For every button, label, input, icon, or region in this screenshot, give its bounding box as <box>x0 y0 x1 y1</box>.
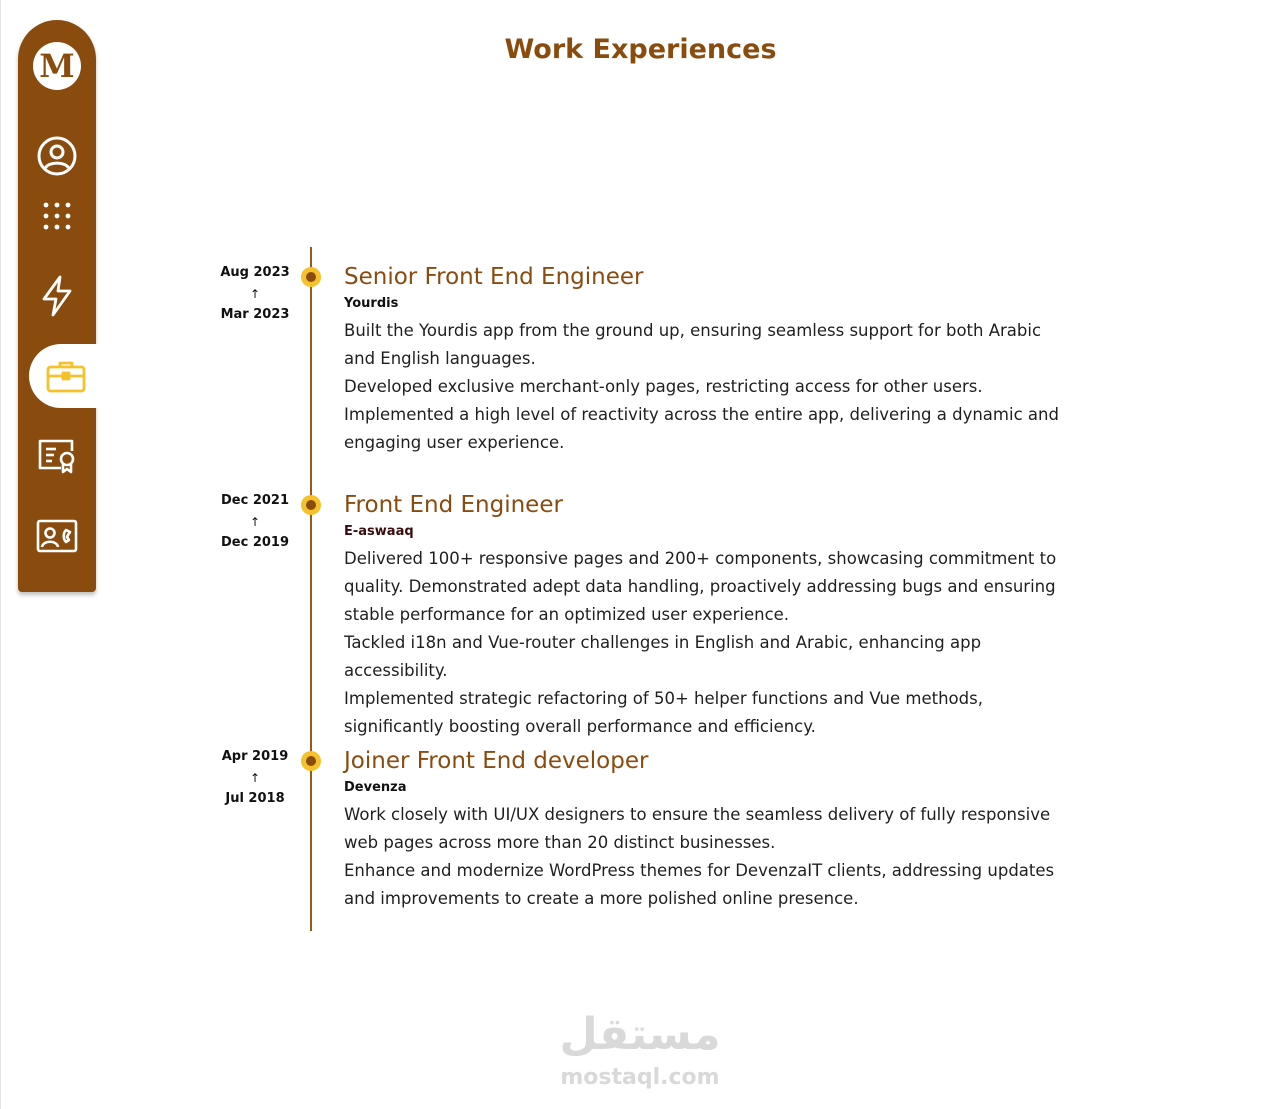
description-line: Work closely with UI/UX designers to ensure the seamless delivery of fully responsive web pages across more than 20 distinct businesses. <box>344 805 1051 852</box>
briefcase-icon <box>46 359 86 393</box>
job-description <box>344 317 1074 457</box>
job-description <box>344 801 1074 913</box>
date-range <box>208 747 302 809</box>
date-end: Aug 2023 <box>220 265 290 280</box>
logo-letter: M <box>39 47 75 85</box>
date-start: Dec 2019 <box>220 535 290 550</box>
job-description <box>344 545 1074 741</box>
page-title: Work Experiences <box>504 34 777 65</box>
experience-entry <box>344 489 1074 741</box>
date-start: Jul 2018 <box>225 791 285 806</box>
date-end: Dec 2021 <box>220 493 290 508</box>
arrow-up-icon: ↑ <box>249 515 261 529</box>
experience-entry <box>344 745 1074 913</box>
description-line: Developed exclusive merchant-only pages, restricting access for other users. <box>344 377 983 396</box>
timeline-dot <box>301 751 321 771</box>
company-name: Yourdis <box>344 296 399 311</box>
job-title: Senior Front End Engineer <box>344 264 644 290</box>
sidebar-item-contact[interactable] <box>18 504 96 568</box>
sidebar-item-certificates[interactable] <box>18 424 96 488</box>
description-line: Enhance and modernize WordPress themes for DevenzaIT clients, addressing updates and improvements to create a more polished online presence. <box>344 861 1055 908</box>
lightning-icon <box>41 275 73 317</box>
job-title: Front End Engineer <box>344 492 563 518</box>
watermark <box>520 1005 760 1091</box>
description-line: Tackled i18n and Vue-router challenges in English and Arabic, enhancing app accessibility. <box>344 633 982 680</box>
arrow-up-icon: ↑ <box>249 771 261 785</box>
timeline-line <box>310 247 312 931</box>
sidebar-item-experience[interactable] <box>29 344 115 408</box>
description-line: Implemented a high level of reactivity across the entire app, delivering a dynamic and engaging user experience. <box>344 405 1059 452</box>
experience-entry <box>344 261 1074 457</box>
description-line: Delivered 100+ responsive pages and 200+ components, showcasing commitment to quality. Demonstrated adept data handling, proactively addressing bugs and ensuring stable performance for an optimized user experience. <box>344 549 1057 624</box>
date-end: Apr 2019 <box>221 749 289 764</box>
sidebar-item-skills[interactable] <box>18 184 96 248</box>
page-edge <box>0 0 1 1109</box>
company-name: E-aswaaq <box>344 524 414 539</box>
watermark-latin: mostaql.com <box>560 1065 720 1090</box>
arrow-up-icon: ↑ <box>249 287 261 301</box>
description-line: Implemented strategic refactoring of 50+ helper functions and Vue methods, significantly boosting overall performance and efficiency. <box>344 689 983 736</box>
description-line: Built the Yourdis app from the ground up, ensuring seamless support for both Arabic and English languages. <box>344 321 1042 368</box>
certificate-icon <box>37 438 77 474</box>
contact-card-icon <box>36 519 78 553</box>
date-range <box>208 263 302 325</box>
sidebar-nav <box>18 20 96 592</box>
job-title: Joiner Front End developer <box>344 748 649 774</box>
user-circle-icon <box>36 135 78 177</box>
date-start: Mar 2023 <box>220 307 290 322</box>
timeline-dot <box>301 495 321 515</box>
grid-dots-icon <box>42 201 72 231</box>
timeline-dot <box>301 267 321 287</box>
company-name: Devenza <box>344 780 407 795</box>
date-range <box>208 491 302 553</box>
sidebar-item-about[interactable] <box>18 124 96 188</box>
sidebar-item-services[interactable] <box>18 264 96 328</box>
watermark-arabic: مستقل <box>559 1009 721 1060</box>
